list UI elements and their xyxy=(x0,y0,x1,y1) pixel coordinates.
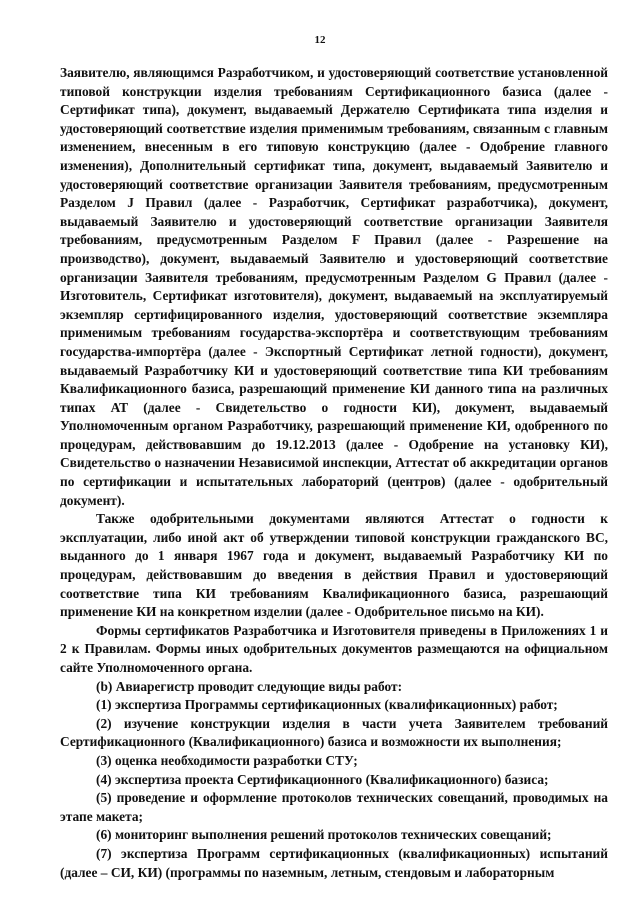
list-item-5: (5) проведение и оформление протоколов технических совещаний, проводимых на этапе макета; xyxy=(60,790,608,824)
paragraph-work-types-heading: (b) Авиарегистр проводит следующие виды работ: xyxy=(96,678,403,694)
page-number: 12 xyxy=(314,34,326,46)
list-item-2: (2) изучение конструкции изделия в части учета Заявителем требований Сертификационного (Квалификационного) базиса и возможности их выполнения; xyxy=(60,715,608,750)
list-item-6: (6) мониторинг выполнения решений протоколов технических совещаний; xyxy=(96,827,552,843)
list-item-3: (3) оценка необходимости разработки СТУ; xyxy=(96,752,358,768)
paragraph-definitions: Заявителю, являющимся Разработчиком, и удостоверяющий соответствие установленной типовой конструкции изделия требованиям Сертификационного базиса (далее - Сертификат типа), документ, выдаваемый Держателю Сертификата типа изделия и удостоверяющий соответствие изделия применимым требованиям, связанным с главным изменением, внесенным в его типовую конструкцию (далее - Одобрение главного изменения), Дополнительный сертификат типа, документ, выдаваемый Заявителю и удостоверяющий соответствие организации Заявителя требованиям, предусмотренным Разделом J Правил (далее - Разработчик, Сертификат разработчика), документ, выдаваемый Заявителю и удостоверяющий соответствие организации Заявителя требованиям, предусмотренным Разделом F Правил (далее - Разрешение на производство), документ, выдаваемый Заявителю и удостоверяющий соответствие организации Заявителя требованиям, предусмотренным Разделом G Правил (далее - Изготовитель, Сертификат изготовителя), документ, выдаваемый на эксплуатируемый экземпляр сертифицированного изделия, удостоверяющий соответствие экземпляра применимым требованиям государства-экспортёра и соответствующим требованиям государства-импортёра (далее - Экспортный Сертификат летной годности), документ, выдаваемый Разработчику КИ и удостоверяющий соответствие типа КИ требованиям Квалификационного базиса, разрешающий применение КИ данного типа на различных типах АТ (далее - Свидетельство о годности КИ), документ, выдаваемый Уполномоченным органом Разработчику, разрешающий применение КИ, одобренного по процедурам, действовавшим до 19.12.2013 (далее - Одобрение на установку КИ), Свидетельство о назначении Независимой инспекции, Аттестат об аккредитации органов по сертификации и испытательных лабораторий (центров) (далее - одобрительный документ). xyxy=(60,65,608,508)
list-item-4: (4) экспертиза проекта Сертификационного (Квалификационного) базиса; xyxy=(96,771,549,787)
list-item-1: (1) экспертиза Программы сертификационных (квалификационных) работ; xyxy=(96,697,558,713)
document-body xyxy=(60,64,608,882)
list-item-7: (7) экспертиза Программ сертификационных (квалификационных) испытаний (далее – СИ, КИ) (программы по наземным, летным, стендовым и лабораторным xyxy=(60,845,608,880)
paragraph-approval-documents: Также одобрительными документами являются Аттестат о годности к эксплуатации, либо иной акт об утверждении типовой конструкции гражданского ВС, выданного до 1 января 1967 года и документ, выдаваемый Разработчику КИ по процедурам, действовавшим до введения в действия Правил и удостоверяющий соответствие типа КИ требованиям Квалификационного базиса, разрешающий применение КИ на конкретном изделии (далее - Одобрительное письмо на КИ). xyxy=(60,511,608,620)
paragraph-certificate-forms: Формы сертификатов Разработчика и Изготовителя приведены в Приложениях 1 и 2 к Правилам. Формы иных одобрительных документов размещаются на официальном сайте Уполномоченного органа. xyxy=(60,622,608,675)
